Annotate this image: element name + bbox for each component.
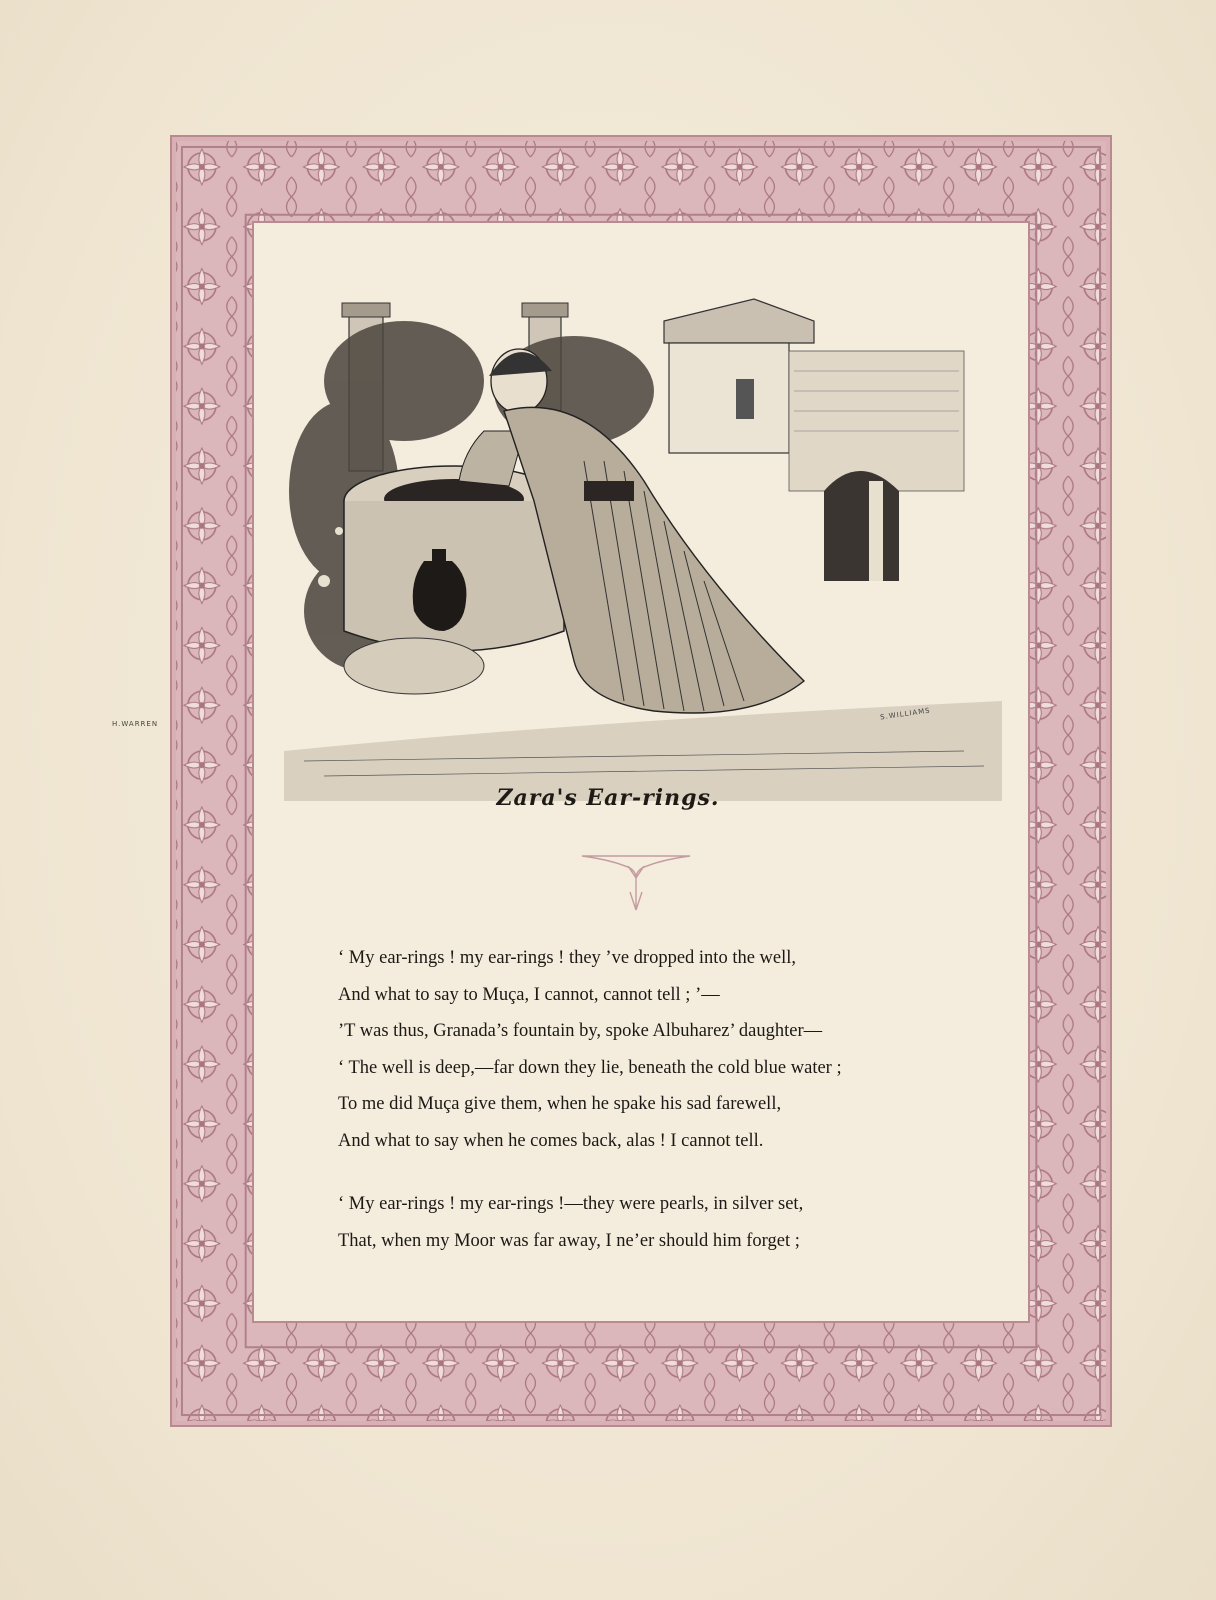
title-ornament — [580, 852, 692, 912]
poem-line: To me did Muça give them, when he spake his sad farewell, — [338, 1094, 782, 1114]
engraver-signature-left: H.WARREN — [112, 720, 159, 728]
poem-line: And what to say when he comes back, alas ! I cannot tell. — [338, 1130, 764, 1151]
poem-title: Zara's Ear-rings. — [496, 785, 720, 811]
poem-line: That, when my Moor was far away, I ne’er should him forget ; — [338, 1230, 800, 1251]
poem-line: And what to say to Muça, I cannot, cannot tell ; ’— — [338, 984, 720, 1005]
poem-text — [338, 940, 958, 1259]
woman-at-well-engraving — [284, 281, 1002, 801]
poem-line: ‘ My ear-rings ! my ear-rings !—they were pearls, in silver set, — [338, 1194, 804, 1214]
stanza-break — [338, 1159, 958, 1186]
engraver-signature-right: S.WILLIAMS — [879, 706, 932, 722]
poem-line: ‘ The well is deep,—far down they lie, beneath the cold blue water ; — [338, 1057, 842, 1078]
poem-line: ’T was thus, Granada’s fountain by, spoke Albuharez’ daughter— — [338, 1021, 823, 1041]
poem-line: ‘ My ear-rings ! my ear-rings ! they ’ve dropped into the well, — [338, 948, 797, 968]
engraving-illustration — [284, 281, 1002, 801]
